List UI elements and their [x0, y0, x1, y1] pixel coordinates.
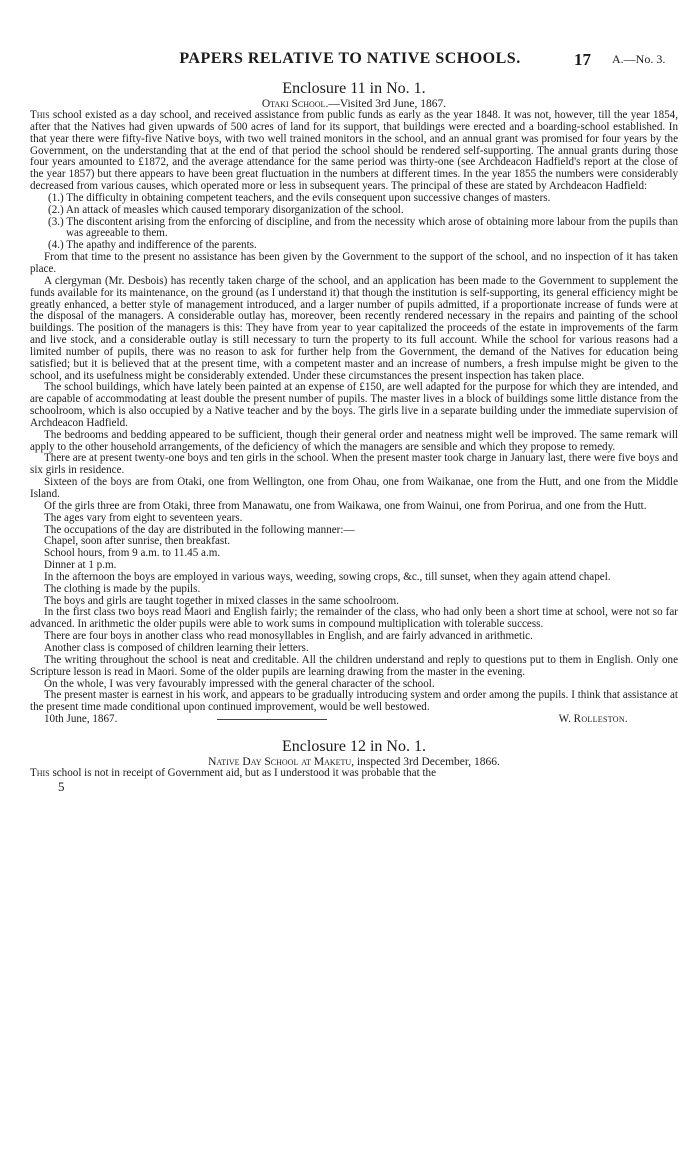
enclosure-11-body	[30, 110, 678, 714]
sheet-signature-mark: 5	[58, 778, 65, 794]
paragraph: The clothing is made by the pupils.	[44, 582, 201, 595]
paragraph: Dinner at 1 p.m.	[44, 559, 117, 572]
paragraph: In the afternoon the boys are employed in various ways, weeding, sowing crops, &c., till sunset, when they again attend chapel.	[44, 570, 611, 583]
paragraph: Sixteen of the boys are from Otaki, one from Wellington, one from Ohau, one from Waikanae, one from the Hutt, and one from the Middle Island.	[30, 476, 678, 500]
divider	[217, 719, 327, 720]
signature: W. Rolleston.	[558, 713, 628, 726]
paragraph: The bedrooms and bedding appeared to be sufficient, though their general order and neatness might well be improved. The same remark will apply to the other household arrangements, of the deficiency of which the managers are sensible and which they propose to remedy.	[30, 428, 678, 453]
inspection-date: , inspected 3rd December, 1866.	[351, 755, 500, 768]
enclosure-12-heading: Enclosure 12 in No. 1.	[282, 737, 426, 755]
page-number: 17	[574, 50, 591, 69]
paragraph: School hours, from 9 a.m. to 11.45 a.m.	[44, 547, 221, 560]
list-item: (2.) An attack of measles which caused temporary disorganization of the school.	[48, 203, 404, 216]
paragraph: This school is not in receipt of Government aid, but as I understood it was probable that the	[30, 766, 437, 779]
list-item: (4.) The apathy and indifference of the parents.	[48, 239, 257, 252]
school-name: Native Day School at Maketu	[208, 755, 352, 768]
paragraph: From that time to the present no assistance has been given by the Government to the support of the school, and no inspection of it has taken place.	[30, 251, 678, 275]
signature-line	[44, 714, 678, 726]
school-name: Otaki School	[261, 98, 326, 110]
list-item: (3.) The discontent arising from the enforcing of discipline, and from the necessity which arose of obtaining more labour from the pupils than was agreeable to them.	[48, 215, 678, 240]
lead-word: This	[30, 766, 50, 779]
paragraph: There are at present twenty-one boys and ten girls in the school. When the present master took charge in January last, there were five boys and six girls in residence.	[30, 452, 678, 477]
paragraph: The school buildings, which have lately been painted at an expense of £150, are well adapted for the purpose for which they are intended, and are capable of accommodating at least double the present number of pupils. The master lives in a block of buildings some little distance from the schoolroom, which is also occupied by a Native teacher and by the boys. The girls live in a separate building under the immediate supervision of Archdeacon Hadfield.	[30, 381, 678, 429]
paragraph: Another class is composed of children learning their letters.	[44, 641, 309, 654]
list-item: (1.) The difficulty in obtaining competent teachers, and the evils consequent upon successive changes of masters.	[48, 191, 551, 204]
visit-date: .—Visited 3rd June, 1867.	[325, 98, 447, 110]
paragraph: The occupations of the day are distributed in the following manner:—	[44, 523, 355, 536]
paragraph: The present master is earnest in his work, and appears to be gradually introducing system and order among the pupils. I think that assistance at the present time made conditional upon continued improvement, would be well bestowed.	[30, 689, 678, 714]
paragraph: In the first class two boys read Maori and English fairly; the remainder of the class, who had only been a short time at school, were not so far advanced. In arithmetic the older pupils were able to work sums in compound multiplication with tolerable success.	[30, 606, 678, 631]
letter-date: 10th June, 1867.	[44, 713, 118, 726]
paragraph: On the whole, I was very favourably impressed with the general character of the school.	[44, 677, 435, 690]
paragraph: Of the girls three are from Otaki, three from Manawatu, one from Waikawa, one from Wainui, one from Porirua, and one from the Hutt.	[44, 499, 647, 512]
paper-reference: A.—No. 3.	[612, 52, 666, 66]
paragraph: The ages vary from eight to seventeen years.	[44, 511, 243, 524]
paragraph: The boys and girls are taught together in mixed classes in the same schoolroom.	[44, 594, 399, 607]
running-header	[0, 50, 700, 70]
enclosure-11-heading: Enclosure 11 in No. 1.	[282, 80, 426, 97]
paragraph: There are four boys in another class who read monosyllables in English, and are fairly advanced in arithmetic.	[44, 630, 533, 643]
paragraph: The writing throughout the school is neat and creditable. All the children understand and reply to questions put to them in English. Only one Scripture lesson is read in Maori. Some of the older pupils are learning drawing from the master in the evening.	[30, 653, 678, 678]
header-title: PAPERS RELATIVE TO NATIVE SCHOOLS.	[179, 50, 521, 67]
lead-word: This	[30, 109, 50, 121]
paragraph: A clergyman (Mr. Desbois) has recently taken charge of the school, and an application has been made to the Government to supplement the funds available for its maintenance, on the ground (as I understand it) that though the institution is self-supporting, its general efficiency might be greatly enhanced, a better style of management introduced, and a larger number of pupils admitted, if a proportionate increase of funds were at the disposal of the managers. A considerable outlay has, moreover, been recently rendered necessary in the repairs and painting of the school buildings. The position of the managers is this: They have from year to year capitalized the proceeds of the estate in improvements of the farm and live stock, and a considerable outlay is still necessary to turn the property to its full account. While the school for various reasons had a limited number of pupils, there was no reason to ask for further help from the Government, the demand of the Natives for education being satisfied; but it is believed that at the present time, with a competent master and an increase of numbers, a fresh impulse might be given to the school, and its usefulness might be considerably extended. Under these circumstances the present inspection has taken place.	[30, 274, 678, 382]
paragraph: This school existed as a day school, and received assistance from public funds as early as the year 1848. It was not, however, till the year 1854, after that the Natives had given upwards of 500 acres of land for its support, that buildings were erected and a boarding-school established. In that year there were fifty-five Native boys, with two well trained monitors in the school, and an annual grant was promised for four years by the Government, on the understanding that at the end of that period the school should be rendered self-supporting. The annual grants during those four years amounted to £1872, and the average attendance for the same period was thirty-one (see Archdeacon Hadfield's report at the close of the year 1857) but there appears to have been great fluctuation in the numbers at different times. In the year 1855 the numbers were considerably decreased from various causes, which operated more or less in subsequent years. The principal of these are stated by Archdeacon Hadfield:	[30, 109, 678, 193]
enclosure-12-body	[30, 768, 678, 780]
paragraph: Chapel, soon after sunrise, then breakfast.	[44, 535, 231, 548]
